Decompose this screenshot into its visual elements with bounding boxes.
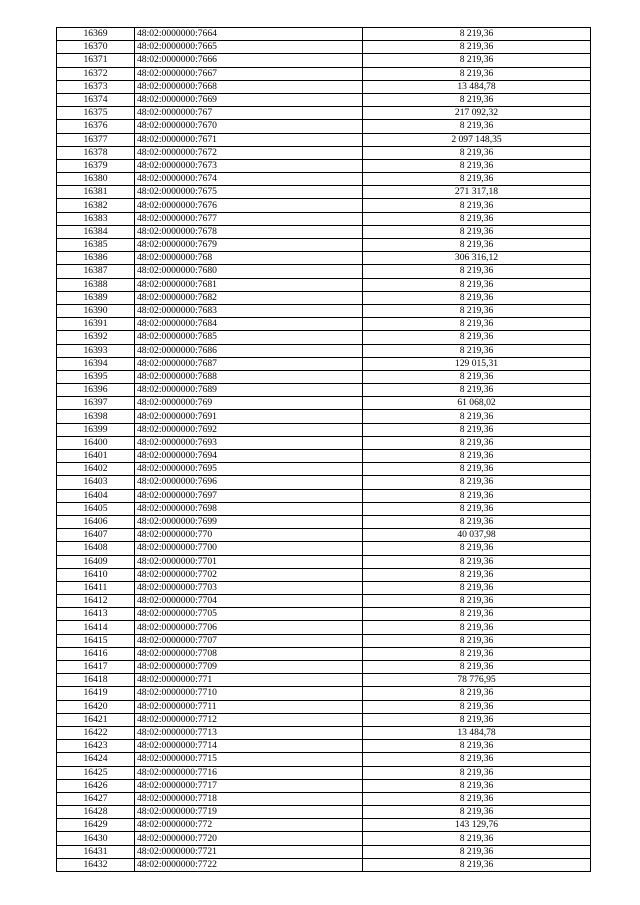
cadastral-value-cell: 8 219,36: [363, 199, 591, 212]
table-row: [57, 107, 591, 120]
cadastral-number-cell: 48:02:0000000:7718: [135, 792, 363, 805]
table-row: [57, 819, 591, 832]
table-row: [57, 858, 591, 871]
cadastral-value-cell: 8 219,36: [363, 806, 591, 819]
cadastral-number-cell: 48:02:0000000:7711: [135, 700, 363, 713]
row-number-cell: 16397: [57, 397, 135, 410]
row-number-cell: 16379: [57, 159, 135, 172]
cadastral-value-cell: 8 219,36: [363, 661, 591, 674]
row-number-cell: 16383: [57, 212, 135, 225]
cadastral-value-cell: 8 219,36: [363, 858, 591, 871]
table-row: [57, 80, 591, 93]
row-number-cell: 16407: [57, 529, 135, 542]
row-number-cell: 16430: [57, 832, 135, 845]
cadastral-value-cell: 8 219,36: [363, 542, 591, 555]
row-number-cell: 16384: [57, 225, 135, 238]
cadastral-number-cell: 48:02:0000000:7699: [135, 515, 363, 528]
row-number-cell: 16424: [57, 753, 135, 766]
cadastral-value-cell: 8 219,36: [363, 331, 591, 344]
cadastral-value-cell: 8 219,36: [363, 28, 591, 41]
table-row: [57, 93, 591, 106]
cadastral-number-cell: 48:02:0000000:7693: [135, 436, 363, 449]
row-number-cell: 16403: [57, 476, 135, 489]
cadastral-number-cell: 48:02:0000000:7667: [135, 67, 363, 80]
row-number-cell: 16375: [57, 107, 135, 120]
cadastral-number-cell: 48:02:0000000:767: [135, 107, 363, 120]
cadastral-value-cell: 8 219,36: [363, 581, 591, 594]
cadastral-value-cell: 8 219,36: [363, 713, 591, 726]
table-row: [57, 779, 591, 792]
cadastral-value-cell: 78 776,95: [363, 674, 591, 687]
table-row: [57, 713, 591, 726]
table-row: [57, 239, 591, 252]
row-number-cell: 16429: [57, 819, 135, 832]
cadastral-number-cell: 48:02:0000000:7710: [135, 687, 363, 700]
table-row: [57, 331, 591, 344]
cadastral-number-cell: 48:02:0000000:7677: [135, 212, 363, 225]
row-number-cell: 16398: [57, 410, 135, 423]
row-number-cell: 16432: [57, 858, 135, 871]
cadastral-number-cell: 48:02:0000000:7697: [135, 489, 363, 502]
row-number-cell: 16417: [57, 661, 135, 674]
cadastral-number-cell: 48:02:0000000:7701: [135, 555, 363, 568]
row-number-cell: 16378: [57, 146, 135, 159]
table-row: [57, 265, 591, 278]
cadastral-number-cell: 48:02:0000000:7722: [135, 858, 363, 871]
table-row: [57, 832, 591, 845]
cadastral-value-cell: 8 219,36: [363, 608, 591, 621]
cadastral-number-cell: 48:02:0000000:7708: [135, 647, 363, 660]
cadastral-number-cell: 48:02:0000000:7706: [135, 621, 363, 634]
cadastral-value-cell: 306 316,12: [363, 252, 591, 265]
table-row: [57, 146, 591, 159]
table-row: [57, 542, 591, 555]
table-row: [57, 344, 591, 357]
cadastral-number-cell: 48:02:0000000:7688: [135, 370, 363, 383]
cadastral-number-cell: 48:02:0000000:7719: [135, 806, 363, 819]
cadastral-value-cell: 8 219,36: [363, 700, 591, 713]
cadastral-value-cell: 13 484,78: [363, 80, 591, 93]
cadastral-value-cell: 217 092,32: [363, 107, 591, 120]
cadastral-number-cell: 48:02:0000000:7705: [135, 608, 363, 621]
table-row: [57, 700, 591, 713]
table-row: [57, 661, 591, 674]
row-number-cell: 16427: [57, 792, 135, 805]
row-number-cell: 16393: [57, 344, 135, 357]
cadastral-value-cell: 8 219,36: [363, 384, 591, 397]
table-row: [57, 845, 591, 858]
cadastral-number-cell: 48:02:0000000:770: [135, 529, 363, 542]
row-number-cell: 16406: [57, 515, 135, 528]
table-row: [57, 568, 591, 581]
table-row: [57, 529, 591, 542]
table-row: [57, 436, 591, 449]
cadastral-number-cell: 48:02:0000000:7709: [135, 661, 363, 674]
cadastral-number-cell: 48:02:0000000:7685: [135, 331, 363, 344]
cadastral-value-table: [56, 27, 591, 872]
cadastral-number-cell: 48:02:0000000:7679: [135, 239, 363, 252]
cadastral-value-cell: 8 219,36: [363, 304, 591, 317]
cadastral-number-cell: 48:02:0000000:7689: [135, 384, 363, 397]
table-row: [57, 792, 591, 805]
table-row: [57, 740, 591, 753]
cadastral-value-cell: 271 317,18: [363, 186, 591, 199]
table-row: [57, 370, 591, 383]
table-row: [57, 674, 591, 687]
cadastral-value-cell: 8 219,36: [363, 93, 591, 106]
document-page: [56, 27, 590, 872]
cadastral-value-cell: 8 219,36: [363, 515, 591, 528]
table-row: [57, 621, 591, 634]
row-number-cell: 16376: [57, 120, 135, 133]
row-number-cell: 16385: [57, 239, 135, 252]
table-row: [57, 766, 591, 779]
row-number-cell: 16389: [57, 291, 135, 304]
row-number-cell: 16390: [57, 304, 135, 317]
cadastral-number-cell: 48:02:0000000:7680: [135, 265, 363, 278]
row-number-cell: 16416: [57, 647, 135, 660]
table-row: [57, 463, 591, 476]
cadastral-value-cell: 8 219,36: [363, 318, 591, 331]
cadastral-value-cell: 8 219,36: [363, 489, 591, 502]
row-number-cell: 16399: [57, 423, 135, 436]
table-body: [57, 28, 591, 872]
cadastral-number-cell: 48:02:0000000:7703: [135, 581, 363, 594]
cadastral-value-cell: 8 219,36: [363, 370, 591, 383]
row-number-cell: 16428: [57, 806, 135, 819]
row-number-cell: 16408: [57, 542, 135, 555]
table-row: [57, 647, 591, 660]
cadastral-number-cell: 48:02:0000000:771: [135, 674, 363, 687]
cadastral-value-cell: 8 219,36: [363, 146, 591, 159]
cadastral-number-cell: 48:02:0000000:7681: [135, 278, 363, 291]
cadastral-number-cell: 48:02:0000000:7665: [135, 41, 363, 54]
cadastral-value-cell: 8 219,36: [363, 450, 591, 463]
row-number-cell: 16411: [57, 581, 135, 594]
row-number-cell: 16386: [57, 252, 135, 265]
cadastral-value-cell: 8 219,36: [363, 779, 591, 792]
cadastral-value-cell: 61 068,02: [363, 397, 591, 410]
row-number-cell: 16374: [57, 93, 135, 106]
cadastral-number-cell: 48:02:0000000:7707: [135, 634, 363, 647]
cadastral-value-cell: 8 219,36: [363, 753, 591, 766]
cadastral-number-cell: 48:02:0000000:7715: [135, 753, 363, 766]
table-row: [57, 186, 591, 199]
cadastral-value-cell: 8 219,36: [363, 476, 591, 489]
row-number-cell: 16412: [57, 595, 135, 608]
row-number-cell: 16422: [57, 726, 135, 739]
cadastral-value-cell: 8 219,36: [363, 278, 591, 291]
row-number-cell: 16421: [57, 713, 135, 726]
cadastral-value-cell: 13 484,78: [363, 726, 591, 739]
row-number-cell: 16373: [57, 80, 135, 93]
cadastral-value-cell: 8 219,36: [363, 463, 591, 476]
cadastral-value-cell: 8 219,36: [363, 832, 591, 845]
table-row: [57, 687, 591, 700]
cadastral-number-cell: 48:02:0000000:7684: [135, 318, 363, 331]
cadastral-number-cell: 48:02:0000000:7678: [135, 225, 363, 238]
cadastral-value-cell: 8 219,36: [363, 595, 591, 608]
row-number-cell: 16370: [57, 41, 135, 54]
cadastral-number-cell: 48:02:0000000:7712: [135, 713, 363, 726]
table-row: [57, 608, 591, 621]
cadastral-value-cell: 8 219,36: [363, 410, 591, 423]
table-row: [57, 489, 591, 502]
table-row: [57, 67, 591, 80]
row-number-cell: 16391: [57, 318, 135, 331]
cadastral-value-cell: 8 219,36: [363, 647, 591, 660]
cadastral-number-cell: 48:02:0000000:7721: [135, 845, 363, 858]
table-row: [57, 595, 591, 608]
cadastral-number-cell: 48:02:0000000:768: [135, 252, 363, 265]
cadastral-number-cell: 48:02:0000000:772: [135, 819, 363, 832]
row-number-cell: 16415: [57, 634, 135, 647]
row-number-cell: 16414: [57, 621, 135, 634]
cadastral-number-cell: 48:02:0000000:7669: [135, 93, 363, 106]
cadastral-value-cell: 8 219,36: [363, 291, 591, 304]
row-number-cell: 16420: [57, 700, 135, 713]
cadastral-value-cell: 8 219,36: [363, 41, 591, 54]
table-row: [57, 581, 591, 594]
row-number-cell: 16404: [57, 489, 135, 502]
cadastral-value-cell: 8 219,36: [363, 766, 591, 779]
cadastral-value-cell: 8 219,36: [363, 845, 591, 858]
row-number-cell: 16395: [57, 370, 135, 383]
cadastral-value-cell: 8 219,36: [363, 792, 591, 805]
table-row: [57, 54, 591, 67]
table-row: [57, 318, 591, 331]
row-number-cell: 16380: [57, 173, 135, 186]
row-number-cell: 16388: [57, 278, 135, 291]
row-number-cell: 16387: [57, 265, 135, 278]
table-row: [57, 173, 591, 186]
cadastral-value-cell: 8 219,36: [363, 568, 591, 581]
cadastral-value-cell: 8 219,36: [363, 740, 591, 753]
row-number-cell: 16369: [57, 28, 135, 41]
table-row: [57, 291, 591, 304]
cadastral-value-cell: 8 219,36: [363, 159, 591, 172]
row-number-cell: 16405: [57, 502, 135, 515]
cadastral-number-cell: 48:02:0000000:7692: [135, 423, 363, 436]
cadastral-number-cell: 48:02:0000000:7682: [135, 291, 363, 304]
cadastral-number-cell: 48:02:0000000:7670: [135, 120, 363, 133]
cadastral-number-cell: 48:02:0000000:7713: [135, 726, 363, 739]
cadastral-value-cell: 8 219,36: [363, 265, 591, 278]
row-number-cell: 16410: [57, 568, 135, 581]
table-row: [57, 515, 591, 528]
row-number-cell: 16425: [57, 766, 135, 779]
row-number-cell: 16418: [57, 674, 135, 687]
cadastral-number-cell: 48:02:0000000:769: [135, 397, 363, 410]
cadastral-number-cell: 48:02:0000000:7717: [135, 779, 363, 792]
cadastral-value-cell: 8 219,36: [363, 555, 591, 568]
cadastral-value-cell: 8 219,36: [363, 173, 591, 186]
cadastral-number-cell: 48:02:0000000:7716: [135, 766, 363, 779]
cadastral-value-cell: 8 219,36: [363, 212, 591, 225]
table-row: [57, 120, 591, 133]
row-number-cell: 16402: [57, 463, 135, 476]
table-row: [57, 252, 591, 265]
cadastral-number-cell: 48:02:0000000:7668: [135, 80, 363, 93]
cadastral-value-cell: 143 129,76: [363, 819, 591, 832]
table-row: [57, 212, 591, 225]
cadastral-value-cell: 2 097 148,35: [363, 133, 591, 146]
row-number-cell: 16413: [57, 608, 135, 621]
cadastral-number-cell: 48:02:0000000:7672: [135, 146, 363, 159]
cadastral-value-cell: 8 219,36: [363, 634, 591, 647]
table-row: [57, 502, 591, 515]
cadastral-number-cell: 48:02:0000000:7694: [135, 450, 363, 463]
cadastral-number-cell: 48:02:0000000:7683: [135, 304, 363, 317]
row-number-cell: 16381: [57, 186, 135, 199]
table-row: [57, 476, 591, 489]
cadastral-number-cell: 48:02:0000000:7687: [135, 357, 363, 370]
row-number-cell: 16371: [57, 54, 135, 67]
row-number-cell: 16377: [57, 133, 135, 146]
row-number-cell: 16394: [57, 357, 135, 370]
cadastral-number-cell: 48:02:0000000:7676: [135, 199, 363, 212]
cadastral-number-cell: 48:02:0000000:7696: [135, 476, 363, 489]
cadastral-value-cell: 8 219,36: [363, 54, 591, 67]
cadastral-value-cell: 8 219,36: [363, 344, 591, 357]
table-row: [57, 726, 591, 739]
table-row: [57, 450, 591, 463]
cadastral-number-cell: 48:02:0000000:7686: [135, 344, 363, 357]
cadastral-value-cell: 8 219,36: [363, 621, 591, 634]
cadastral-number-cell: 48:02:0000000:7714: [135, 740, 363, 753]
cadastral-number-cell: 48:02:0000000:7691: [135, 410, 363, 423]
row-number-cell: 16372: [57, 67, 135, 80]
row-number-cell: 16392: [57, 331, 135, 344]
table-row: [57, 357, 591, 370]
cadastral-number-cell: 48:02:0000000:7674: [135, 173, 363, 186]
table-row: [57, 634, 591, 647]
cadastral-value-cell: 8 219,36: [363, 502, 591, 515]
cadastral-number-cell: 48:02:0000000:7671: [135, 133, 363, 146]
table-row: [57, 806, 591, 819]
cadastral-value-cell: 8 219,36: [363, 239, 591, 252]
cadastral-number-cell: 48:02:0000000:7700: [135, 542, 363, 555]
table-row: [57, 278, 591, 291]
table-row: [57, 133, 591, 146]
table-row: [57, 555, 591, 568]
cadastral-value-cell: 8 219,36: [363, 67, 591, 80]
cadastral-number-cell: 48:02:0000000:7698: [135, 502, 363, 515]
cadastral-number-cell: 48:02:0000000:7673: [135, 159, 363, 172]
cadastral-number-cell: 48:02:0000000:7666: [135, 54, 363, 67]
row-number-cell: 16426: [57, 779, 135, 792]
cadastral-value-cell: 8 219,36: [363, 423, 591, 436]
table-row: [57, 753, 591, 766]
cadastral-value-cell: 8 219,36: [363, 687, 591, 700]
table-row: [57, 410, 591, 423]
table-row: [57, 41, 591, 54]
cadastral-number-cell: 48:02:0000000:7702: [135, 568, 363, 581]
cadastral-number-cell: 48:02:0000000:7695: [135, 463, 363, 476]
cadastral-number-cell: 48:02:0000000:7675: [135, 186, 363, 199]
table-row: [57, 28, 591, 41]
row-number-cell: 16382: [57, 199, 135, 212]
cadastral-number-cell: 48:02:0000000:7664: [135, 28, 363, 41]
cadastral-number-cell: 48:02:0000000:7720: [135, 832, 363, 845]
row-number-cell: 16409: [57, 555, 135, 568]
table-row: [57, 199, 591, 212]
table-row: [57, 423, 591, 436]
cadastral-value-cell: 8 219,36: [363, 120, 591, 133]
table-row: [57, 304, 591, 317]
row-number-cell: 16423: [57, 740, 135, 753]
table-row: [57, 225, 591, 238]
cadastral-value-cell: 129 015,31: [363, 357, 591, 370]
row-number-cell: 16419: [57, 687, 135, 700]
table-row: [57, 159, 591, 172]
table-row: [57, 384, 591, 397]
row-number-cell: 16400: [57, 436, 135, 449]
cadastral-value-cell: 40 037,98: [363, 529, 591, 542]
row-number-cell: 16401: [57, 450, 135, 463]
row-number-cell: 16431: [57, 845, 135, 858]
table-row: [57, 397, 591, 410]
cadastral-number-cell: 48:02:0000000:7704: [135, 595, 363, 608]
cadastral-value-cell: 8 219,36: [363, 225, 591, 238]
cadastral-value-cell: 8 219,36: [363, 436, 591, 449]
row-number-cell: 16396: [57, 384, 135, 397]
